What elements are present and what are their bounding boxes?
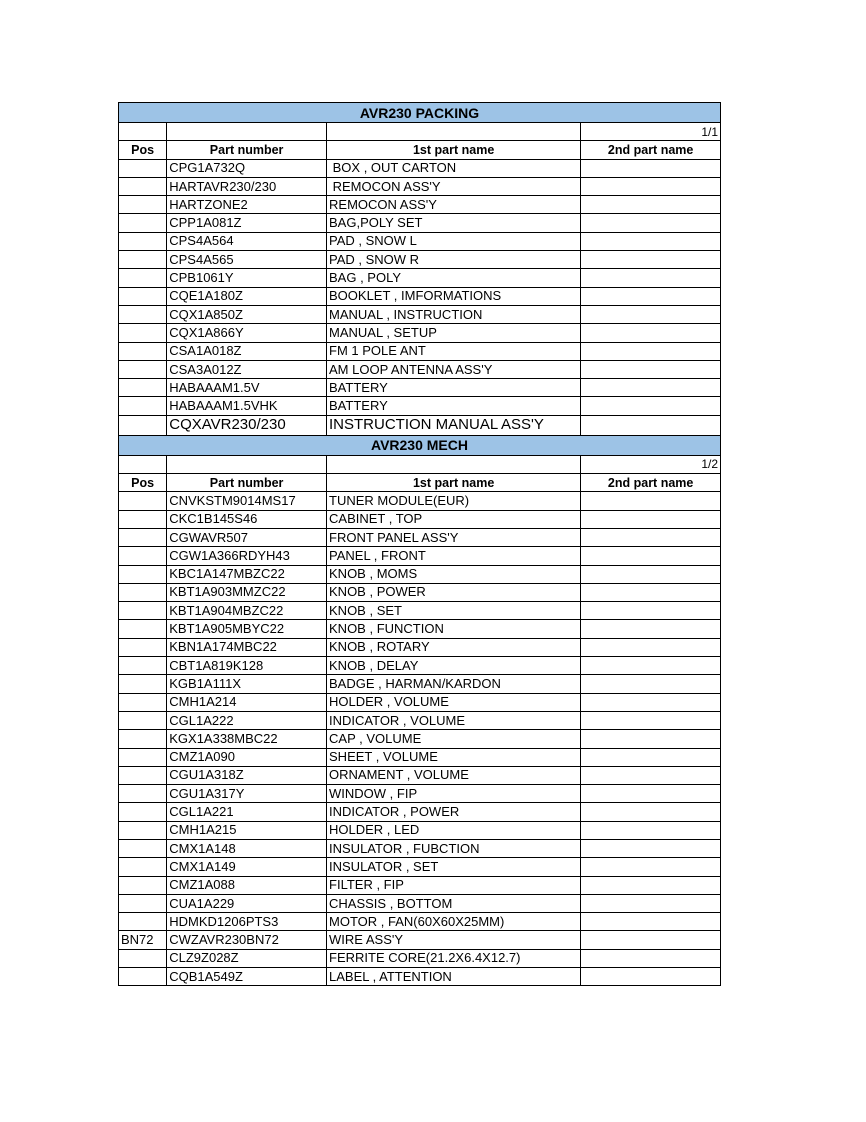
section-title: AVR230 PACKING [119,103,721,123]
part-number-cell: CNVKSTM9014MS17 [167,492,327,510]
table-row [119,360,721,378]
first-part-name-cell: MANUAL , SETUP [327,324,581,342]
header-part-number: Part number [167,141,327,159]
pos-cell [119,342,167,360]
part-number-cell: CKC1B145S46 [167,510,327,528]
section-title: AVR230 MECH [119,435,721,455]
header-pos: Pos [119,141,167,159]
pos-cell [119,803,167,821]
second-part-name-cell [581,305,721,323]
pos-cell [119,894,167,912]
empty-cell [167,455,327,473]
pos-cell [119,379,167,397]
table-row [119,510,721,528]
table-row [119,748,721,766]
table-row [119,492,721,510]
pos-cell [119,397,167,415]
table-row [119,232,721,250]
second-part-name-cell [581,968,721,986]
first-part-name-cell: BAG,POLY SET [327,214,581,232]
first-part-name-cell: PAD , SNOW R [327,251,581,269]
pos-cell [119,324,167,342]
second-part-name-cell [581,839,721,857]
pos-cell [119,693,167,711]
pos-cell [119,657,167,675]
pos-cell [119,620,167,638]
second-part-name-cell [581,232,721,250]
table-row [119,839,721,857]
part-number-cell: CMH1A215 [167,821,327,839]
second-part-name-cell [581,711,721,729]
table-row [119,269,721,287]
first-part-name-cell: WINDOW , FIP [327,785,581,803]
second-part-name-cell [581,196,721,214]
second-part-name-cell [581,379,721,397]
pos-cell [119,839,167,857]
first-part-name-cell: ORNAMENT , VOLUME [327,766,581,784]
page-number: 1/1 [581,123,721,141]
part-number-cell: CGU1A317Y [167,785,327,803]
page-indicator-row [119,123,721,141]
first-part-name-cell: KNOB , POWER [327,583,581,601]
part-number-cell: CBT1A819K128 [167,657,327,675]
part-number-cell: CPB1061Y [167,269,327,287]
first-part-name-cell: REMOCON ASS'Y [327,177,581,195]
second-part-name-cell [581,360,721,378]
pos-cell [119,565,167,583]
part-number-cell: KBC1A147MBZC22 [167,565,327,583]
column-header-row [119,474,721,492]
header-1st-part-name: 1st part name [327,474,581,492]
first-part-name-cell: BOOKLET , IMFORMATIONS [327,287,581,305]
part-number-cell: CPS4A564 [167,232,327,250]
first-part-name-cell: KNOB , DELAY [327,657,581,675]
second-part-name-cell [581,547,721,565]
pos-cell [119,968,167,986]
pos-cell [119,821,167,839]
part-number-cell: CGWAVR507 [167,528,327,546]
second-part-name-cell [581,324,721,342]
pos-cell [119,638,167,656]
second-part-name-cell [581,602,721,620]
parts-list-sheet [118,102,721,986]
pos-cell [119,251,167,269]
table-row [119,305,721,323]
second-part-name-cell [581,159,721,177]
first-part-name-cell: INDICATOR , VOLUME [327,711,581,729]
part-number-cell: KGX1A338MBC22 [167,730,327,748]
second-part-name-cell [581,269,721,287]
header-1st-part-name: 1st part name [327,141,581,159]
part-number-cell: CMZ1A088 [167,876,327,894]
table-row [119,675,721,693]
first-part-name-cell: BOX , OUT CARTON [327,159,581,177]
page-indicator-row [119,455,721,473]
second-part-name-cell [581,949,721,967]
pos-cell [119,876,167,894]
table-row [119,785,721,803]
second-part-name-cell [581,785,721,803]
part-number-cell: CGW1A366RDYH43 [167,547,327,565]
table-row [119,342,721,360]
part-number-cell: KGB1A111X [167,675,327,693]
first-part-name-cell: MOTOR , FAN(60X60X25MM) [327,913,581,931]
table-row [119,547,721,565]
pos-cell [119,748,167,766]
second-part-name-cell [581,730,721,748]
pos-cell [119,730,167,748]
table-row [119,858,721,876]
table-row [119,528,721,546]
first-part-name-cell: INDICATOR , POWER [327,803,581,821]
table-row [119,214,721,232]
first-part-name-cell: MANUAL , INSTRUCTION [327,305,581,323]
first-part-name-cell: KNOB , FUNCTION [327,620,581,638]
pos-cell [119,510,167,528]
header-pos: Pos [119,474,167,492]
table-row [119,379,721,397]
part-number-cell: CQXAVR230/230 [167,415,327,435]
pos-cell [119,675,167,693]
second-part-name-cell [581,528,721,546]
part-number-cell: CUA1A229 [167,894,327,912]
table-row [119,766,721,784]
header-2nd-part-name: 2nd part name [581,474,721,492]
table-row [119,397,721,415]
second-part-name-cell [581,803,721,821]
section-title-row [119,435,721,455]
pos-cell [119,711,167,729]
page-number: 1/2 [581,455,721,473]
second-part-name-cell [581,766,721,784]
part-number-cell: HARTZONE2 [167,196,327,214]
first-part-name-cell: INSTRUCTION MANUAL ASS'Y [327,415,581,435]
part-number-cell: CMX1A149 [167,858,327,876]
second-part-name-cell [581,583,721,601]
part-number-cell: CMZ1A090 [167,748,327,766]
pos-cell [119,177,167,195]
first-part-name-cell: KNOB , MOMS [327,565,581,583]
first-part-name-cell: HOLDER , VOLUME [327,693,581,711]
first-part-name-cell: LABEL , ATTENTION [327,968,581,986]
second-part-name-cell [581,748,721,766]
pos-cell [119,858,167,876]
second-part-name-cell [581,894,721,912]
table-row [119,324,721,342]
table-row [119,565,721,583]
pos-cell [119,785,167,803]
first-part-name-cell: CAP , VOLUME [327,730,581,748]
second-part-name-cell [581,397,721,415]
pos-cell [119,913,167,931]
part-number-cell: CPS4A565 [167,251,327,269]
part-number-cell: CGL1A221 [167,803,327,821]
empty-cell [119,123,167,141]
part-number-cell: CMH1A214 [167,693,327,711]
table-row [119,931,721,949]
second-part-name-cell [581,913,721,931]
pos-cell [119,415,167,435]
table-row [119,968,721,986]
empty-cell [327,455,581,473]
table-row [119,602,721,620]
table-row [119,177,721,195]
part-number-cell: CSA3A012Z [167,360,327,378]
second-part-name-cell [581,620,721,638]
pos-cell [119,547,167,565]
part-number-cell: KBN1A174MBC22 [167,638,327,656]
second-part-name-cell [581,821,721,839]
first-part-name-cell: BATTERY [327,397,581,415]
part-number-cell: CGL1A222 [167,711,327,729]
second-part-name-cell [581,287,721,305]
table-row [119,415,721,435]
part-number-cell: KBT1A903MMZC22 [167,583,327,601]
first-part-name-cell: INSULATOR , SET [327,858,581,876]
first-part-name-cell: WIRE ASS'Y [327,931,581,949]
header-2nd-part-name: 2nd part name [581,141,721,159]
pos-cell: BN72 [119,931,167,949]
table-row [119,657,721,675]
pos-cell [119,602,167,620]
pos-cell [119,528,167,546]
pos-cell [119,305,167,323]
table-row [119,803,721,821]
second-part-name-cell [581,415,721,435]
pos-cell [119,583,167,601]
table-row [119,620,721,638]
first-part-name-cell: FILTER , FIP [327,876,581,894]
table-row [119,251,721,269]
pos-cell [119,269,167,287]
second-part-name-cell [581,693,721,711]
table-row [119,949,721,967]
table-row [119,693,721,711]
first-part-name-cell: AM LOOP ANTENNA ASS'Y [327,360,581,378]
second-part-name-cell [581,251,721,269]
second-part-name-cell [581,638,721,656]
first-part-name-cell: FM 1 POLE ANT [327,342,581,360]
empty-cell [119,455,167,473]
second-part-name-cell [581,342,721,360]
first-part-name-cell: BAG , POLY [327,269,581,287]
table-row [119,876,721,894]
pos-cell [119,214,167,232]
second-part-name-cell [581,565,721,583]
first-part-name-cell: CHASSIS , BOTTOM [327,894,581,912]
part-number-cell: HABAAAM1.5VHK [167,397,327,415]
part-number-cell: CLZ9Z028Z [167,949,327,967]
table-row [119,638,721,656]
first-part-name-cell: CABINET , TOP [327,510,581,528]
pos-cell [119,360,167,378]
first-part-name-cell: REMOCON ASS'Y [327,196,581,214]
first-part-name-cell: FRONT PANEL ASS'Y [327,528,581,546]
part-number-cell: HABAAAM1.5V [167,379,327,397]
part-number-cell: CPP1A081Z [167,214,327,232]
second-part-name-cell [581,858,721,876]
part-number-cell: CSA1A018Z [167,342,327,360]
first-part-name-cell: INSULATOR , FUBCTION [327,839,581,857]
second-part-name-cell [581,214,721,232]
part-number-cell: CQB1A549Z [167,968,327,986]
first-part-name-cell: PAD , SNOW L [327,232,581,250]
pos-cell [119,196,167,214]
part-number-cell: CQX1A866Y [167,324,327,342]
table-row [119,821,721,839]
table-row [119,287,721,305]
table-row [119,894,721,912]
pos-cell [119,766,167,784]
second-part-name-cell [581,510,721,528]
part-number-cell: KBT1A904MBZC22 [167,602,327,620]
first-part-name-cell: PANEL , FRONT [327,547,581,565]
first-part-name-cell: TUNER MODULE(EUR) [327,492,581,510]
header-part-number: Part number [167,474,327,492]
second-part-name-cell [581,931,721,949]
column-header-row [119,141,721,159]
first-part-name-cell: BADGE , HARMAN/KARDON [327,675,581,693]
part-number-cell: HDMKD1206PTS3 [167,913,327,931]
first-part-name-cell: HOLDER , LED [327,821,581,839]
table-row [119,730,721,748]
second-part-name-cell [581,492,721,510]
second-part-name-cell [581,177,721,195]
pos-cell [119,949,167,967]
part-number-cell: CMX1A148 [167,839,327,857]
part-number-cell: CGU1A318Z [167,766,327,784]
second-part-name-cell [581,657,721,675]
part-number-cell: CQE1A180Z [167,287,327,305]
part-number-cell: CPG1A732Q [167,159,327,177]
table-row [119,913,721,931]
first-part-name-cell: BATTERY [327,379,581,397]
part-number-cell: KBT1A905MBYC22 [167,620,327,638]
empty-cell [167,123,327,141]
parts-table [118,102,721,986]
first-part-name-cell: SHEET , VOLUME [327,748,581,766]
empty-cell [327,123,581,141]
section-title-row [119,103,721,123]
first-part-name-cell: KNOB , ROTARY [327,638,581,656]
pos-cell [119,287,167,305]
pos-cell [119,492,167,510]
first-part-name-cell: FERRITE CORE(21.2X6.4X12.7) [327,949,581,967]
table-row [119,711,721,729]
second-part-name-cell [581,876,721,894]
table-row [119,583,721,601]
first-part-name-cell: KNOB , SET [327,602,581,620]
second-part-name-cell [581,675,721,693]
table-row [119,159,721,177]
pos-cell [119,232,167,250]
part-number-cell: CWZAVR230BN72 [167,931,327,949]
part-number-cell: CQX1A850Z [167,305,327,323]
pos-cell [119,159,167,177]
part-number-cell: HARTAVR230/230 [167,177,327,195]
table-row [119,196,721,214]
